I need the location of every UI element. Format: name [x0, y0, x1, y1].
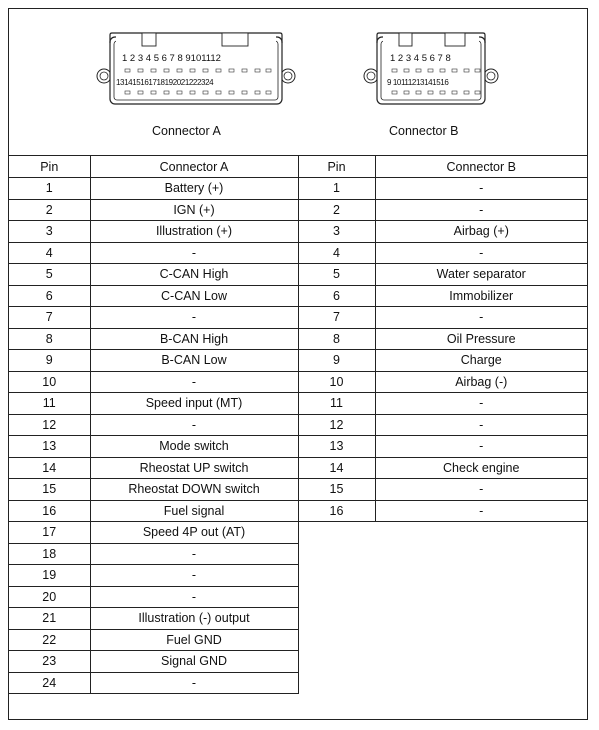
empty-cell — [375, 522, 587, 544]
pin-a-number: 21 — [9, 608, 90, 630]
pin-b-number: 10 — [298, 371, 375, 393]
connector-a-bottom-pins: 131415161718192021222324 — [116, 78, 214, 87]
connector-b-top-pins: 1 2 3 4 5 6 7 8 — [390, 53, 451, 64]
table-row — [9, 522, 587, 544]
table-row — [9, 221, 587, 243]
empty-cell — [375, 608, 587, 630]
table-row — [9, 414, 587, 436]
table-row — [9, 436, 587, 458]
pin-a-number: 7 — [9, 307, 90, 329]
pin-a-number: 24 — [9, 672, 90, 694]
pin-a-function: - — [90, 371, 298, 393]
pin-a-number: 22 — [9, 629, 90, 651]
connector-b-drawing — [361, 23, 501, 113]
pin-b-function: Check engine — [375, 457, 587, 479]
pin-a-number: 9 — [9, 350, 90, 372]
pin-b-function: - — [375, 414, 587, 436]
empty-cell — [298, 672, 375, 694]
table-row — [9, 543, 587, 565]
pin-a-number: 13 — [9, 436, 90, 458]
table-row — [9, 672, 587, 694]
table-row — [9, 651, 587, 673]
pin-b-number: 6 — [298, 285, 375, 307]
table-row — [9, 199, 587, 221]
empty-cell — [298, 586, 375, 608]
table-row — [9, 500, 587, 522]
pin-a-function: Signal GND — [90, 651, 298, 673]
pin-b-number: 2 — [298, 199, 375, 221]
pin-a-function: Illustration (-) output — [90, 608, 298, 630]
pin-b-number: 4 — [298, 242, 375, 264]
pin-a-function: - — [90, 672, 298, 694]
header-connector-b: Connector B — [375, 156, 587, 178]
pin-a-number: 8 — [9, 328, 90, 350]
pin-a-function: Illustration (+) — [90, 221, 298, 243]
pin-b-function: - — [375, 307, 587, 329]
connector-pinout-sheet — [8, 8, 588, 720]
connector-a-label: Connector A — [152, 124, 221, 138]
pin-a-number: 23 — [9, 651, 90, 673]
pin-b-number: 1 — [298, 178, 375, 200]
connector-a-outline-icon — [94, 23, 298, 113]
pin-a-function: - — [90, 565, 298, 587]
pin-a-number: 3 — [9, 221, 90, 243]
pin-a-number: 6 — [9, 285, 90, 307]
pin-b-function: - — [375, 393, 587, 415]
empty-cell — [375, 672, 587, 694]
pin-b-number: 12 — [298, 414, 375, 436]
pin-b-function: - — [375, 242, 587, 264]
pin-a-number: 4 — [9, 242, 90, 264]
pin-a-number: 12 — [9, 414, 90, 436]
pin-a-function: Rheostat DOWN switch — [90, 479, 298, 501]
header-pin-a: Pin — [9, 156, 90, 178]
pin-a-function: - — [90, 242, 298, 264]
pin-a-number: 18 — [9, 543, 90, 565]
pin-b-number: 15 — [298, 479, 375, 501]
table-row — [9, 629, 587, 651]
pin-a-number: 11 — [9, 393, 90, 415]
empty-cell — [375, 586, 587, 608]
pin-a-function: Fuel signal — [90, 500, 298, 522]
empty-cell — [298, 543, 375, 565]
pin-a-function: Rheostat UP switch — [90, 457, 298, 479]
pin-b-function: Immobilizer — [375, 285, 587, 307]
table-row — [9, 608, 587, 630]
table-row — [9, 393, 587, 415]
connector-a-top-pins: 1 2 3 4 5 6 7 8 9101112 — [122, 53, 221, 64]
pin-a-function: B-CAN Low — [90, 350, 298, 372]
pin-b-number: 16 — [298, 500, 375, 522]
pin-b-function: Oil Pressure — [375, 328, 587, 350]
pin-b-number: 13 — [298, 436, 375, 458]
pin-b-number: 3 — [298, 221, 375, 243]
empty-cell — [298, 651, 375, 673]
empty-cell — [375, 565, 587, 587]
empty-cell — [375, 543, 587, 565]
pin-a-number: 20 — [9, 586, 90, 608]
pin-a-number: 16 — [9, 500, 90, 522]
table-row — [9, 328, 587, 350]
empty-cell — [298, 629, 375, 651]
table-row — [9, 479, 587, 501]
table-row — [9, 264, 587, 286]
pin-a-function: Battery (+) — [90, 178, 298, 200]
pin-a-number: 2 — [9, 199, 90, 221]
pin-a-function: - — [90, 307, 298, 329]
pin-b-number: 8 — [298, 328, 375, 350]
pin-b-function: - — [375, 479, 587, 501]
pin-b-function: - — [375, 178, 587, 200]
empty-cell — [375, 651, 587, 673]
table-row — [9, 586, 587, 608]
connector-b-bottom-pins: 9 10111213141516 — [387, 78, 449, 87]
pin-a-number: 1 — [9, 178, 90, 200]
pin-a-function: Speed input (MT) — [90, 393, 298, 415]
connector-a-drawing — [94, 23, 298, 113]
pin-b-number: 5 — [298, 264, 375, 286]
connector-b-outline-icon — [361, 23, 501, 113]
pin-b-function: Airbag (-) — [375, 371, 587, 393]
table-header-row — [9, 156, 587, 178]
pin-assignment-table — [9, 156, 587, 694]
pin-a-function: - — [90, 543, 298, 565]
pin-a-function: - — [90, 414, 298, 436]
pin-b-function: - — [375, 199, 587, 221]
pin-b-number: 7 — [298, 307, 375, 329]
pin-a-number: 5 — [9, 264, 90, 286]
pin-a-number: 14 — [9, 457, 90, 479]
empty-cell — [298, 565, 375, 587]
connector-diagram-panel — [9, 9, 587, 156]
pin-a-number: 15 — [9, 479, 90, 501]
connector-b-label: Connector B — [389, 124, 459, 138]
table-row — [9, 565, 587, 587]
pin-a-number: 17 — [9, 522, 90, 544]
pin-a-function: C-CAN Low — [90, 285, 298, 307]
pin-a-number: 10 — [9, 371, 90, 393]
table-row — [9, 178, 587, 200]
header-connector-a: Connector A — [90, 156, 298, 178]
pin-b-number: 9 — [298, 350, 375, 372]
pin-b-number: 14 — [298, 457, 375, 479]
pin-a-function: IGN (+) — [90, 199, 298, 221]
pin-a-function: C-CAN High — [90, 264, 298, 286]
table-row — [9, 307, 587, 329]
pin-a-function: Mode switch — [90, 436, 298, 458]
table-row — [9, 371, 587, 393]
empty-cell — [298, 522, 375, 544]
pin-a-number: 19 — [9, 565, 90, 587]
pin-a-function: Speed 4P out (AT) — [90, 522, 298, 544]
pin-b-function: Charge — [375, 350, 587, 372]
pin-b-function: Water separator — [375, 264, 587, 286]
pin-a-function: Fuel GND — [90, 629, 298, 651]
table-row — [9, 242, 587, 264]
table-row — [9, 285, 587, 307]
pin-b-function: - — [375, 500, 587, 522]
pin-a-function: - — [90, 586, 298, 608]
table-row — [9, 457, 587, 479]
pin-b-function: Airbag (+) — [375, 221, 587, 243]
pin-a-function: B-CAN High — [90, 328, 298, 350]
pin-b-function: - — [375, 436, 587, 458]
empty-cell — [298, 608, 375, 630]
pin-b-number: 11 — [298, 393, 375, 415]
table-row — [9, 350, 587, 372]
empty-cell — [375, 629, 587, 651]
header-pin-b: Pin — [298, 156, 375, 178]
